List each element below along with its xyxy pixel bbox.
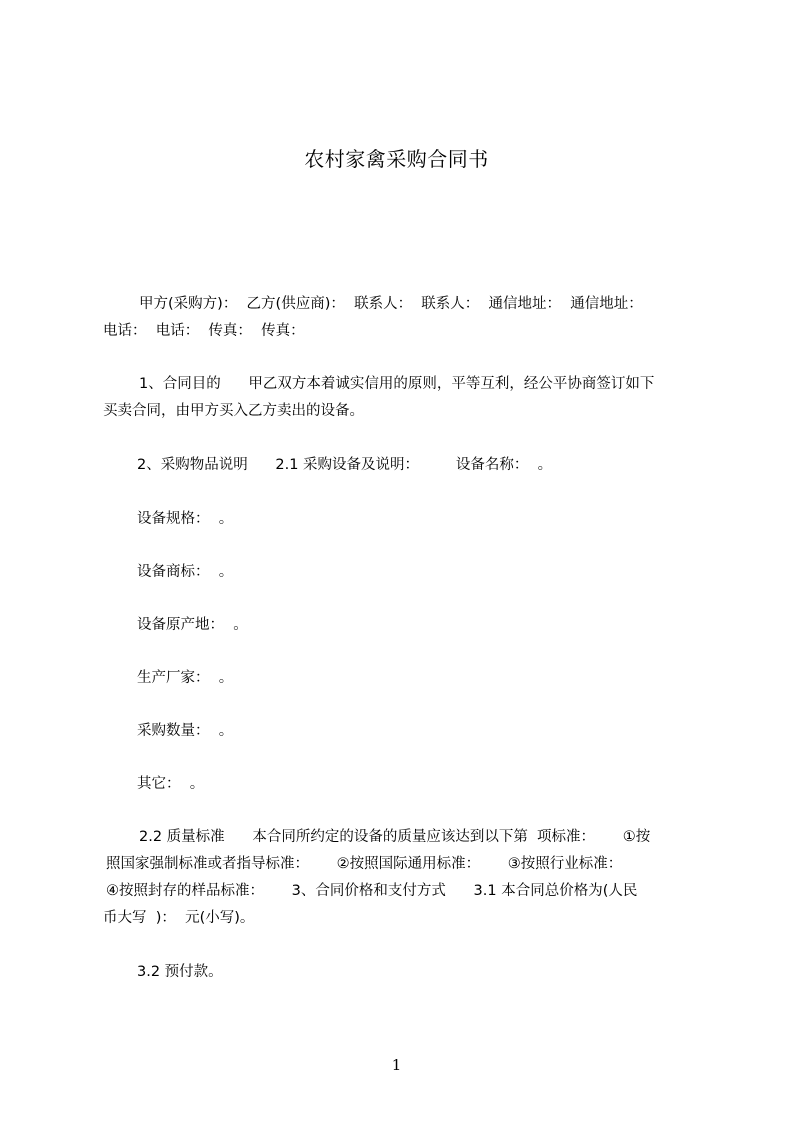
parties-line: 甲方(采购方)： 乙方(供应商)： 联系人： 联系人： 通信地址： 通信地址： bbox=[139, 296, 643, 312]
quality-line-1: 2.2 质量标准 本合同所约定的设备的质量应该达到以下第 项标准： ①按 bbox=[139, 829, 651, 845]
prepayment-line: 3.2 预付款。 bbox=[137, 964, 223, 980]
origin-line: 设备原产地： 。 bbox=[137, 617, 248, 633]
price-line: 币大写 )： 元(小写)。 bbox=[103, 910, 255, 926]
brand-line: 设备商标： 。 bbox=[137, 564, 234, 580]
spec-line: 设备规格： 。 bbox=[137, 511, 234, 527]
page-number: 1 bbox=[391, 1056, 402, 1074]
contact-line: 电话： 电话： 传真： 传真： bbox=[103, 323, 305, 339]
items-line: 2、采购物品说明 2.1 采购设备及说明： 设备名称： 。 bbox=[137, 457, 553, 473]
document-title: 农村家禽采购合同书 bbox=[304, 147, 489, 171]
quantity-line: 采购数量： 。 bbox=[137, 723, 234, 739]
other-line: 其它： 。 bbox=[137, 776, 205, 792]
quality-line-3: ④按照封存的样品标准： 3、合同价格和支付方式 3.1 本合同总价格为(人民 bbox=[106, 883, 638, 899]
quality-line-2: 照国家强制标准或者指导标准： ②按照国际通用标准： ③按照行业标准： bbox=[106, 856, 623, 872]
purpose-line-2: 买卖合同，由甲方买入乙方卖出的设备。 bbox=[103, 403, 364, 419]
manufacturer-line: 生产厂家： 。 bbox=[137, 670, 234, 686]
purpose-line-1: 1、合同目的 甲乙双方本着诚实信用的原则，平等互利，经公平协商签订如下 bbox=[139, 376, 655, 392]
